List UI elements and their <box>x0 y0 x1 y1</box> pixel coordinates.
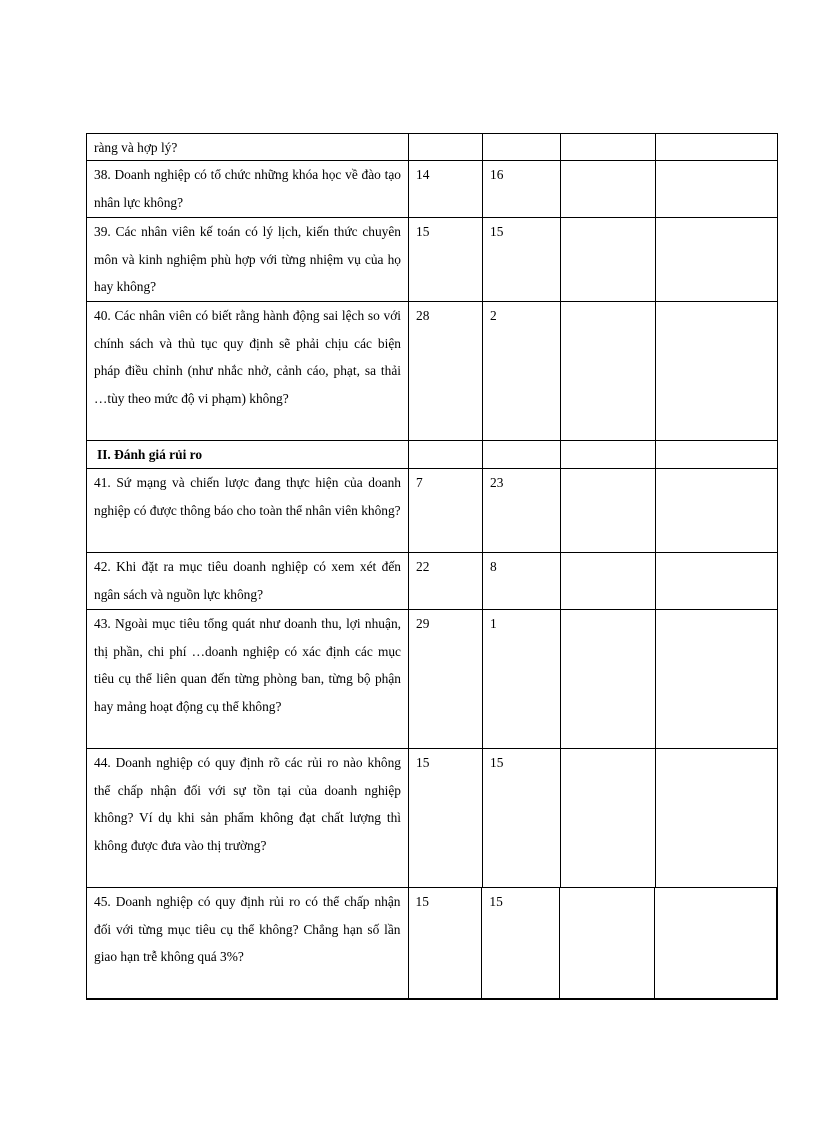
no-count-cell <box>483 134 561 160</box>
no-count-cell: 8 <box>483 553 561 609</box>
empty-cell <box>561 441 656 468</box>
no-count-cell: 16 <box>483 161 561 217</box>
yes-count-cell: 15 <box>409 749 483 887</box>
empty-cell <box>560 888 655 998</box>
no-count-cell: 15 <box>483 749 561 887</box>
survey-table <box>86 133 778 1000</box>
no-count-cell <box>483 441 561 468</box>
empty-cell <box>561 749 656 887</box>
no-count-cell: 1 <box>483 610 561 748</box>
empty-cell <box>561 469 656 552</box>
empty-cell <box>656 553 777 609</box>
yes-count-cell: 15 <box>409 888 483 998</box>
question-cell: 44. Doanh nghiệp có quy định rõ các rủi ro nào không thể chấp nhận đối với sự tồn tại của doanh nghiệp không? Ví dụ khi sản phẩm không đạt chất lượng thì không được đưa vào thị trường? <box>87 749 409 887</box>
table-row <box>86 469 778 553</box>
table-row <box>86 553 778 610</box>
table-row <box>86 302 778 441</box>
empty-cell <box>655 888 776 998</box>
empty-cell <box>656 161 777 217</box>
table-row <box>86 749 778 888</box>
table-row <box>86 888 778 1000</box>
empty-cell <box>656 218 777 301</box>
yes-count-cell: 14 <box>409 161 483 217</box>
yes-count-cell <box>409 134 483 160</box>
empty-cell <box>656 610 777 748</box>
question-cell: 38. Doanh nghiệp có tổ chức những khóa học về đào tạo nhân lực không? <box>87 161 409 217</box>
no-count-cell: 15 <box>482 888 560 998</box>
question-cell: 41. Sứ mạng và chiến lược đang thực hiện của doanh nghiệp có được thông báo cho toàn thể nhân viên không? <box>87 469 409 552</box>
no-count-cell: 15 <box>483 218 561 301</box>
section-title: II. Đánh giá rủi ro <box>87 441 409 468</box>
table-row <box>86 218 778 302</box>
empty-cell <box>561 134 656 160</box>
no-count-cell: 23 <box>483 469 561 552</box>
yes-count-cell: 15 <box>409 218 483 301</box>
empty-cell <box>656 134 777 160</box>
yes-count-cell: 28 <box>409 302 483 440</box>
no-count-cell: 2 <box>483 302 561 440</box>
question-cell: 40. Các nhân viên có biết rằng hành động sai lệch so với chính sách và thủ tục quy định sẽ phải chịu các biện pháp điều chỉnh (như nhắc nhở, cảnh cáo, phạt, sa thải …tùy theo mức độ vi phạm) không? <box>87 302 409 440</box>
yes-count-cell: 22 <box>409 553 483 609</box>
question-cell: 42. Khi đặt ra mục tiêu doanh nghiệp có xem xét đến ngân sách và nguồn lực không? <box>87 553 409 609</box>
empty-cell <box>561 553 656 609</box>
empty-cell <box>656 469 777 552</box>
question-cell: ràng và hợp lý? <box>87 134 409 160</box>
question-cell: 39. Các nhân viên kế toán có lý lịch, kiến thức chuyên môn và kinh nghiệm phù hợp với từng nhiệm vụ của họ hay không? <box>87 218 409 301</box>
table-row <box>86 133 778 161</box>
yes-count-cell <box>409 441 483 468</box>
yes-count-cell: 7 <box>409 469 483 552</box>
empty-cell <box>561 161 656 217</box>
question-cell: 43. Ngoài mục tiêu tổng quát như doanh thu, lợi nhuận, thị phần, chi phí …doanh nghiệp có xác định các mục tiêu cụ thể liên quan đến từng phòng ban, từng bộ phận hay mảng hoạt động cụ thể không? <box>87 610 409 748</box>
table-row <box>86 610 778 749</box>
yes-count-cell: 29 <box>409 610 483 748</box>
empty-cell <box>656 302 777 440</box>
section-header-row <box>86 441 778 469</box>
question-cell: 45. Doanh nghiệp có quy định rủi ro có thể chấp nhận đối với từng mục tiêu cụ thể không? Chẳng hạn số lần giao hạn trễ không quá 3%? <box>87 888 409 998</box>
empty-cell <box>561 610 656 748</box>
empty-cell <box>561 302 656 440</box>
table-row <box>86 161 778 218</box>
empty-cell <box>656 441 777 468</box>
empty-cell <box>561 218 656 301</box>
empty-cell <box>656 749 777 887</box>
